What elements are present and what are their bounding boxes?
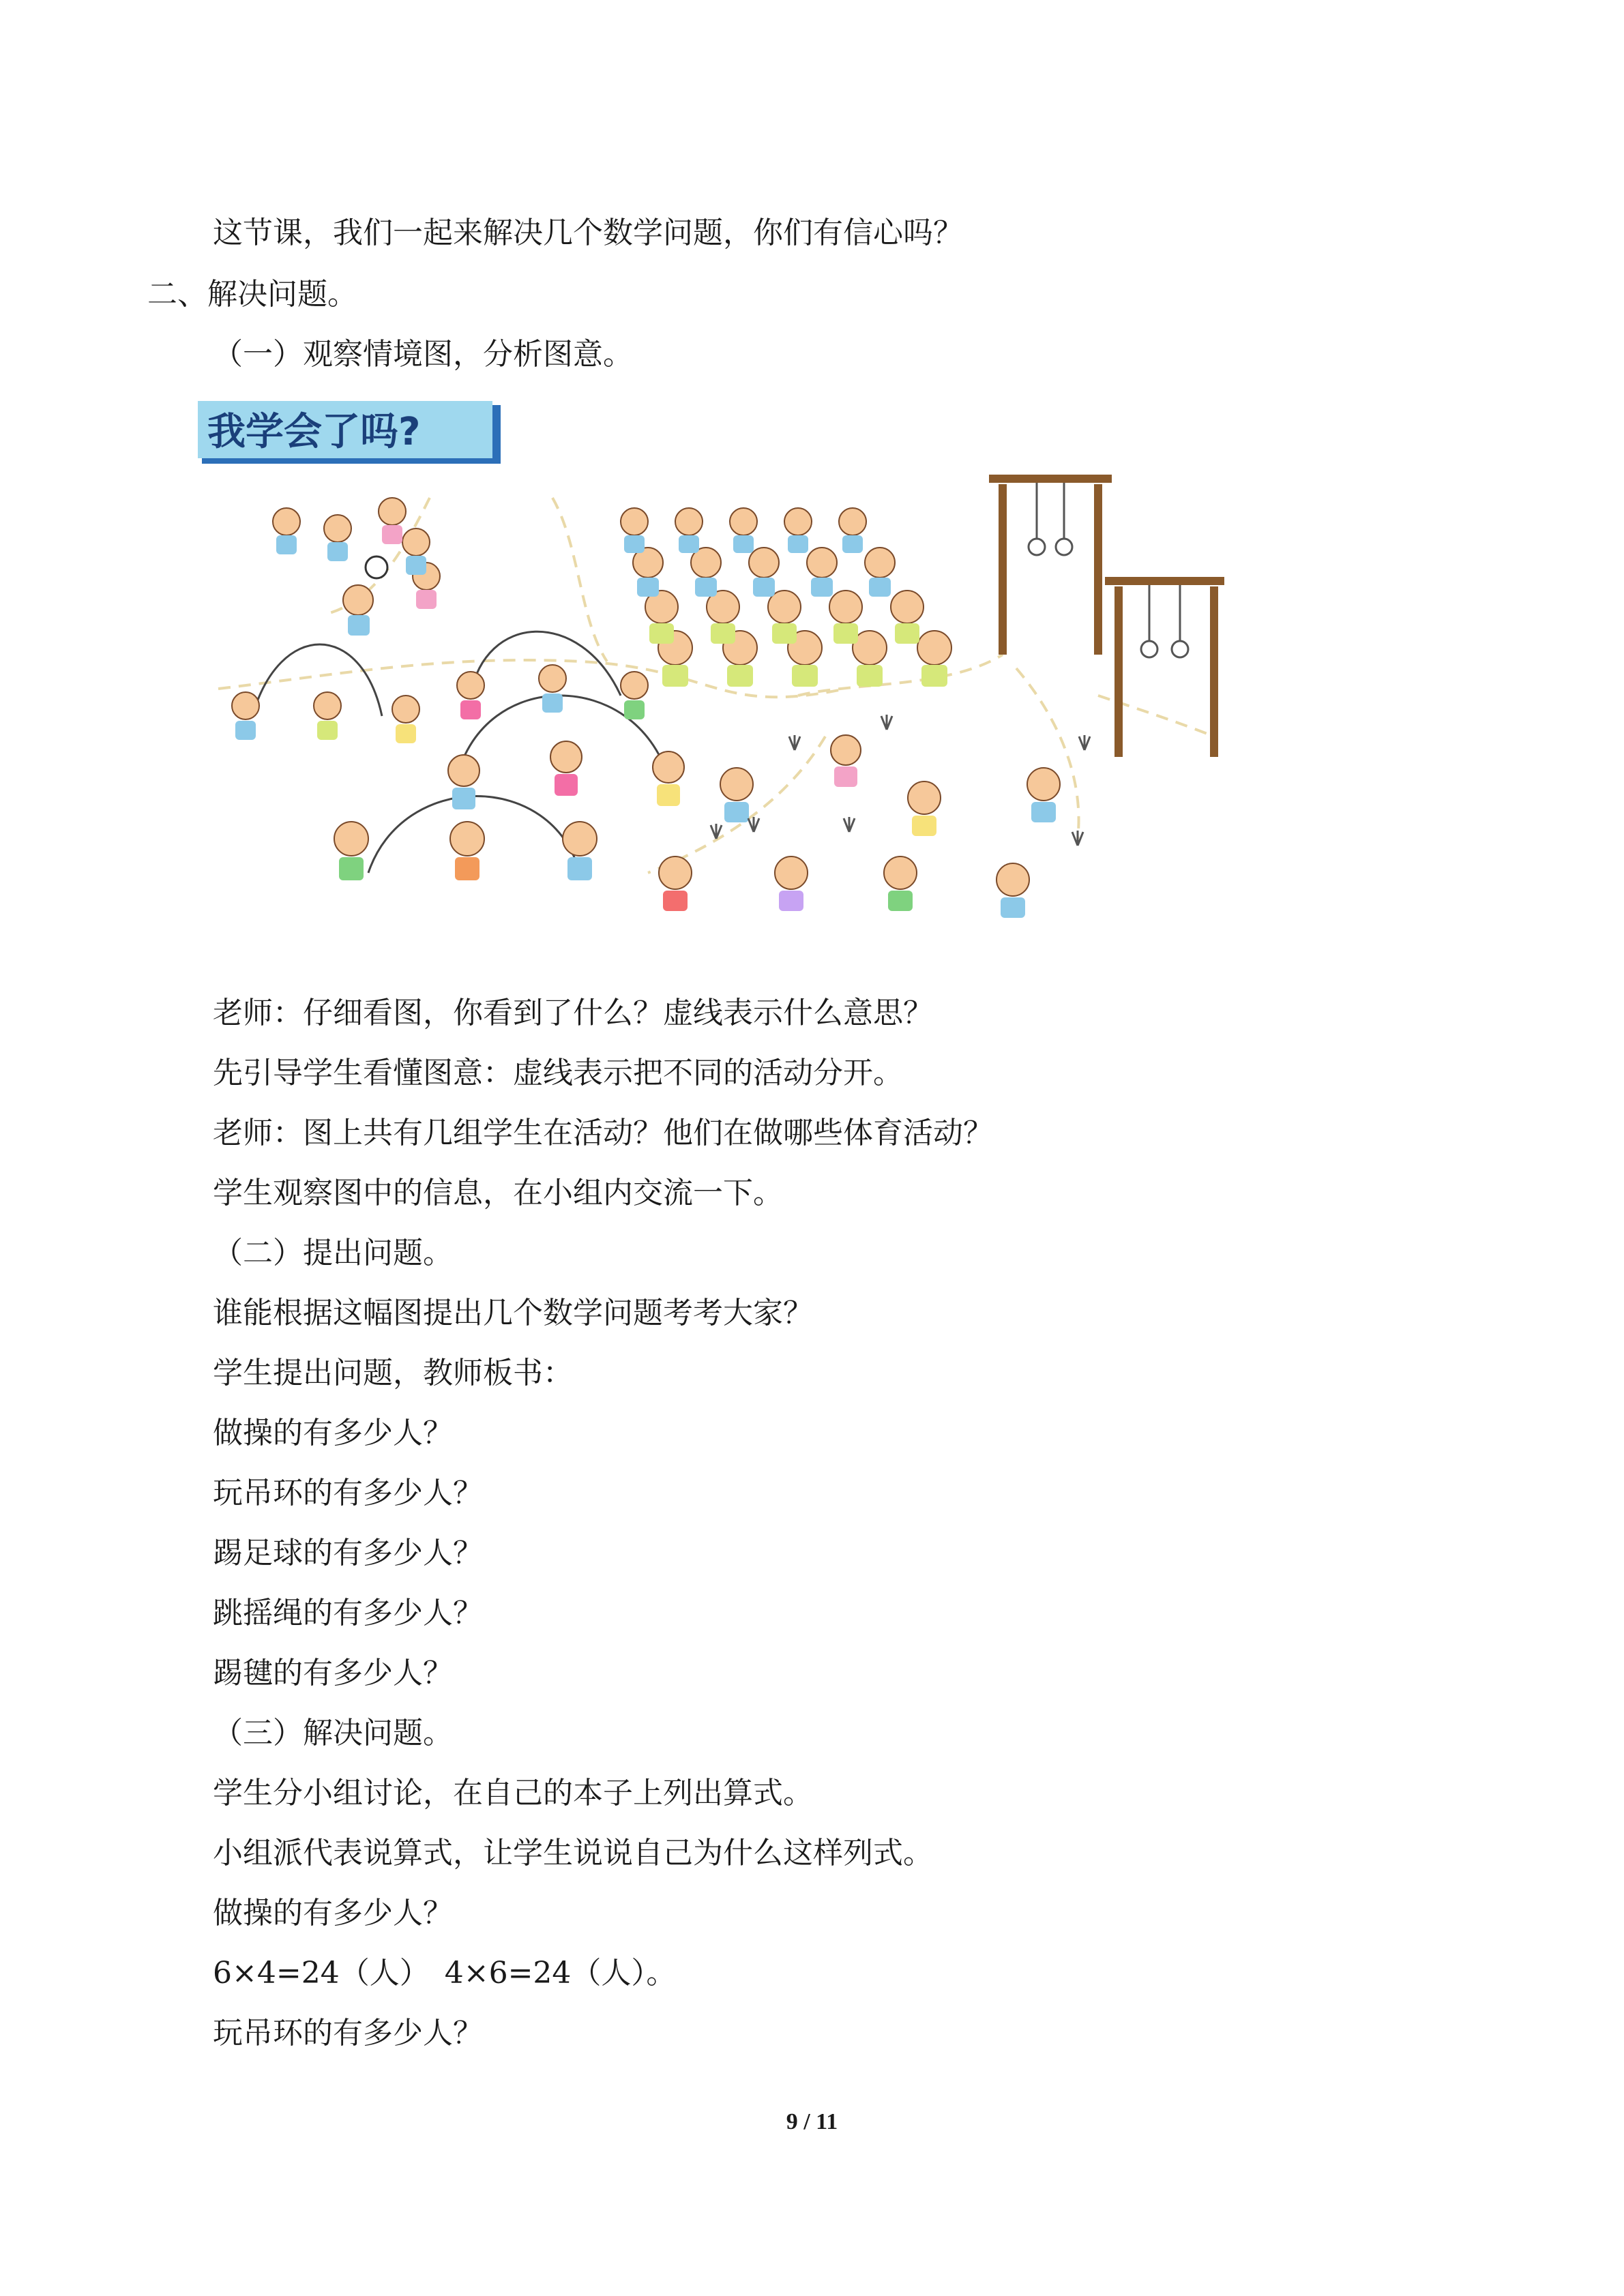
question-line: 做操的有多少人？ [213, 1416, 453, 1450]
text-line: 学生提出问题，教师板书： [213, 1356, 573, 1390]
shuttlecock-group [659, 715, 1090, 918]
question-line: 玩吊环的有多少人？ [213, 2016, 483, 2051]
question-line: 踢足球的有多少人？ [213, 1536, 483, 1570]
subsection-heading: （一）观察情境图，分析图意。 [213, 337, 633, 372]
soccer-group [273, 498, 440, 636]
banner [198, 401, 501, 464]
text-line: 老师：图上共有几组学生在活动？他们在做哪些体育活动？ [213, 1116, 993, 1150]
section-heading: 二、解决问题。 [147, 277, 357, 312]
exercise-group [621, 508, 951, 687]
text-line: 先引导学生看懂图意：虚线表示把不同的活动分开。 [213, 1056, 903, 1090]
question-line: 踢毽的有多少人？ [213, 1656, 453, 1690]
scene-illustration [198, 396, 1228, 968]
text-line: 这节课，我们一起来解决几个数学问题，你们有信心吗？ [213, 215, 963, 250]
text-line: 老师：仔细看图，你看到了什么？虚线表示什么意思？ [213, 996, 933, 1030]
question-line: 做操的有多少人？ [213, 1896, 453, 1930]
text-line: 谁能根据这幅图提出几个数学问题考考大家？ [213, 1296, 813, 1330]
text-line: 学生观察图中的信息，在小组内交流一下。 [213, 1176, 783, 1210]
subsection-heading: （三）解决问题。 [213, 1716, 453, 1750]
text-line: 学生分小组讨论，在自己的本子上列出算式。 [213, 1776, 813, 1810]
text-line: 小组派代表说算式，让学生说说自己为什么这样列式。 [213, 1836, 933, 1870]
banner-title: 我学会了吗? [207, 410, 421, 454]
equation-line: 6×4=24（人） 4×6=24（人）。 [213, 1956, 677, 1991]
question-line: 玩吊环的有多少人？ [213, 1476, 483, 1510]
jump-rope-group [232, 631, 684, 880]
rings-frame-1 [989, 479, 1112, 655]
question-line: 跳摇绳的有多少人？ [213, 1596, 483, 1630]
rings-frame-2 [1105, 581, 1224, 757]
page-number: 9 / 11 [786, 2109, 838, 2134]
subsection-heading: （二）提出问题。 [213, 1236, 453, 1270]
